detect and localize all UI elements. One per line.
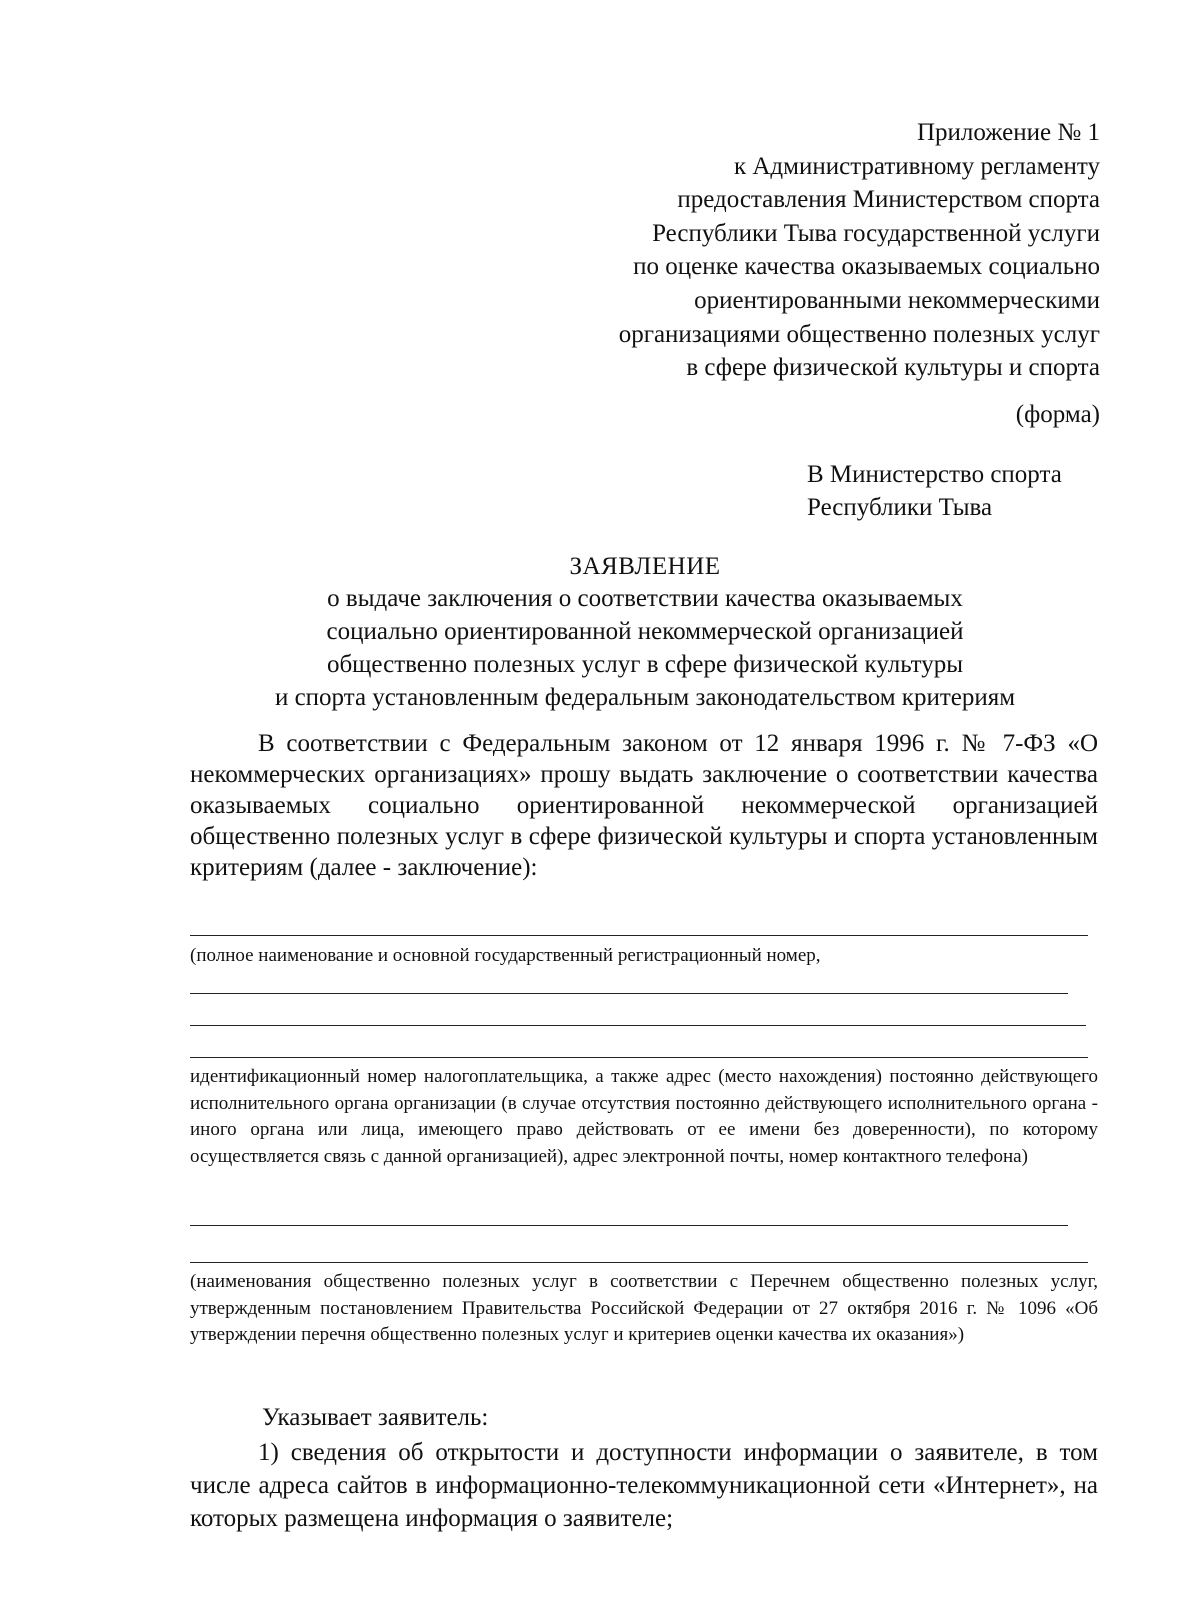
addressee-line: В Министерство спорта (807, 461, 1062, 488)
org-name-note: (полное наименование и основной государственный регистрационный номер, (190, 945, 821, 966)
appendix-line: организациями общественно полезных услуг (618, 320, 1100, 348)
services-note: (наименования общественно полезных услуг в соответствии с Перечнем общественно полезных услуг, утвержденным постановлением Правительства Российской Федерации от 27 октября 2016 г. № 1096 «Об утверждении перечня общественно полезных услуг и критериев оценки качества их оказания») (190, 1271, 1098, 1345)
fill-in-line[interactable] (190, 1225, 1068, 1226)
appendix-line: к Административному регламенту (733, 152, 1100, 180)
applicant-indicates-heading: Указывает заявитель: (262, 1404, 489, 1431)
subtitle-line: о выдаче заключения о соответствии качества оказываемых (327, 585, 963, 612)
appendix-line: Республики Тыва государственной услуги (652, 219, 1100, 247)
appendix-line: в сфере физической культуры и спорта (686, 354, 1100, 382)
appendix-header (619, 116, 1100, 385)
subtitle-line: социально ориентированной некоммерческой организацией (326, 618, 964, 645)
document-title: ЗАЯВЛЕНИЕ (569, 553, 721, 580)
fill-in-line[interactable] (190, 1057, 1088, 1058)
org-details-note: идентификационный номер налогоплательщика, а также адрес (место нахождения) постоянно действующего исполнительного органа организации (в случае отсутствия постоянно действующего исполнительного органа - иного органа или лица, имеющего право действовать от ее имени без доверенности), по которому осуществляется связь с данной организацией), адрес электронной почты, номер контактного телефона) (190, 1066, 1098, 1167)
appendix-line: по оценке качества оказываемых социально (633, 253, 1100, 281)
appendix-line: ориентированными некоммерческими (694, 286, 1100, 314)
fill-in-line[interactable] (190, 935, 1088, 936)
appendix-line: предоставления Министерством спорта (677, 186, 1100, 214)
document-subtitle (0, 582, 1200, 714)
fill-in-line[interactable] (190, 1262, 1088, 1263)
request-paragraph: В соответствии с Федеральным законом от 12 января 1996 г. № 7-ФЗ «О некоммерческих организациях» прошу выдать заключение о соответствии качества оказываемых социально ориентированной некоммерческой организацией общественно полезных услуг в сфере физической культуры и спорта установленным критериям (далее - заключение): (190, 730, 1098, 881)
list-item: 1) сведения об открытости и доступности информации о заявителе, в том числе адреса сайтов в информационно-телекоммуникационной сети «Интернет», на которых размещена информация о заявителе; (190, 1439, 1098, 1532)
subtitle-line: общественно полезных услуг в сфере физической культуры (326, 651, 964, 678)
subtitle-line: и спорта установленным федеральным законодательством критериям (274, 684, 1016, 711)
addressee-block (807, 458, 1062, 524)
appendix-line: Приложение № 1 (916, 119, 1100, 146)
fill-in-line[interactable] (190, 1025, 1086, 1026)
fill-in-line[interactable] (190, 993, 1068, 994)
form-mark: (форма) (1015, 401, 1100, 428)
addressee-line: Республики Тыва (807, 494, 993, 521)
